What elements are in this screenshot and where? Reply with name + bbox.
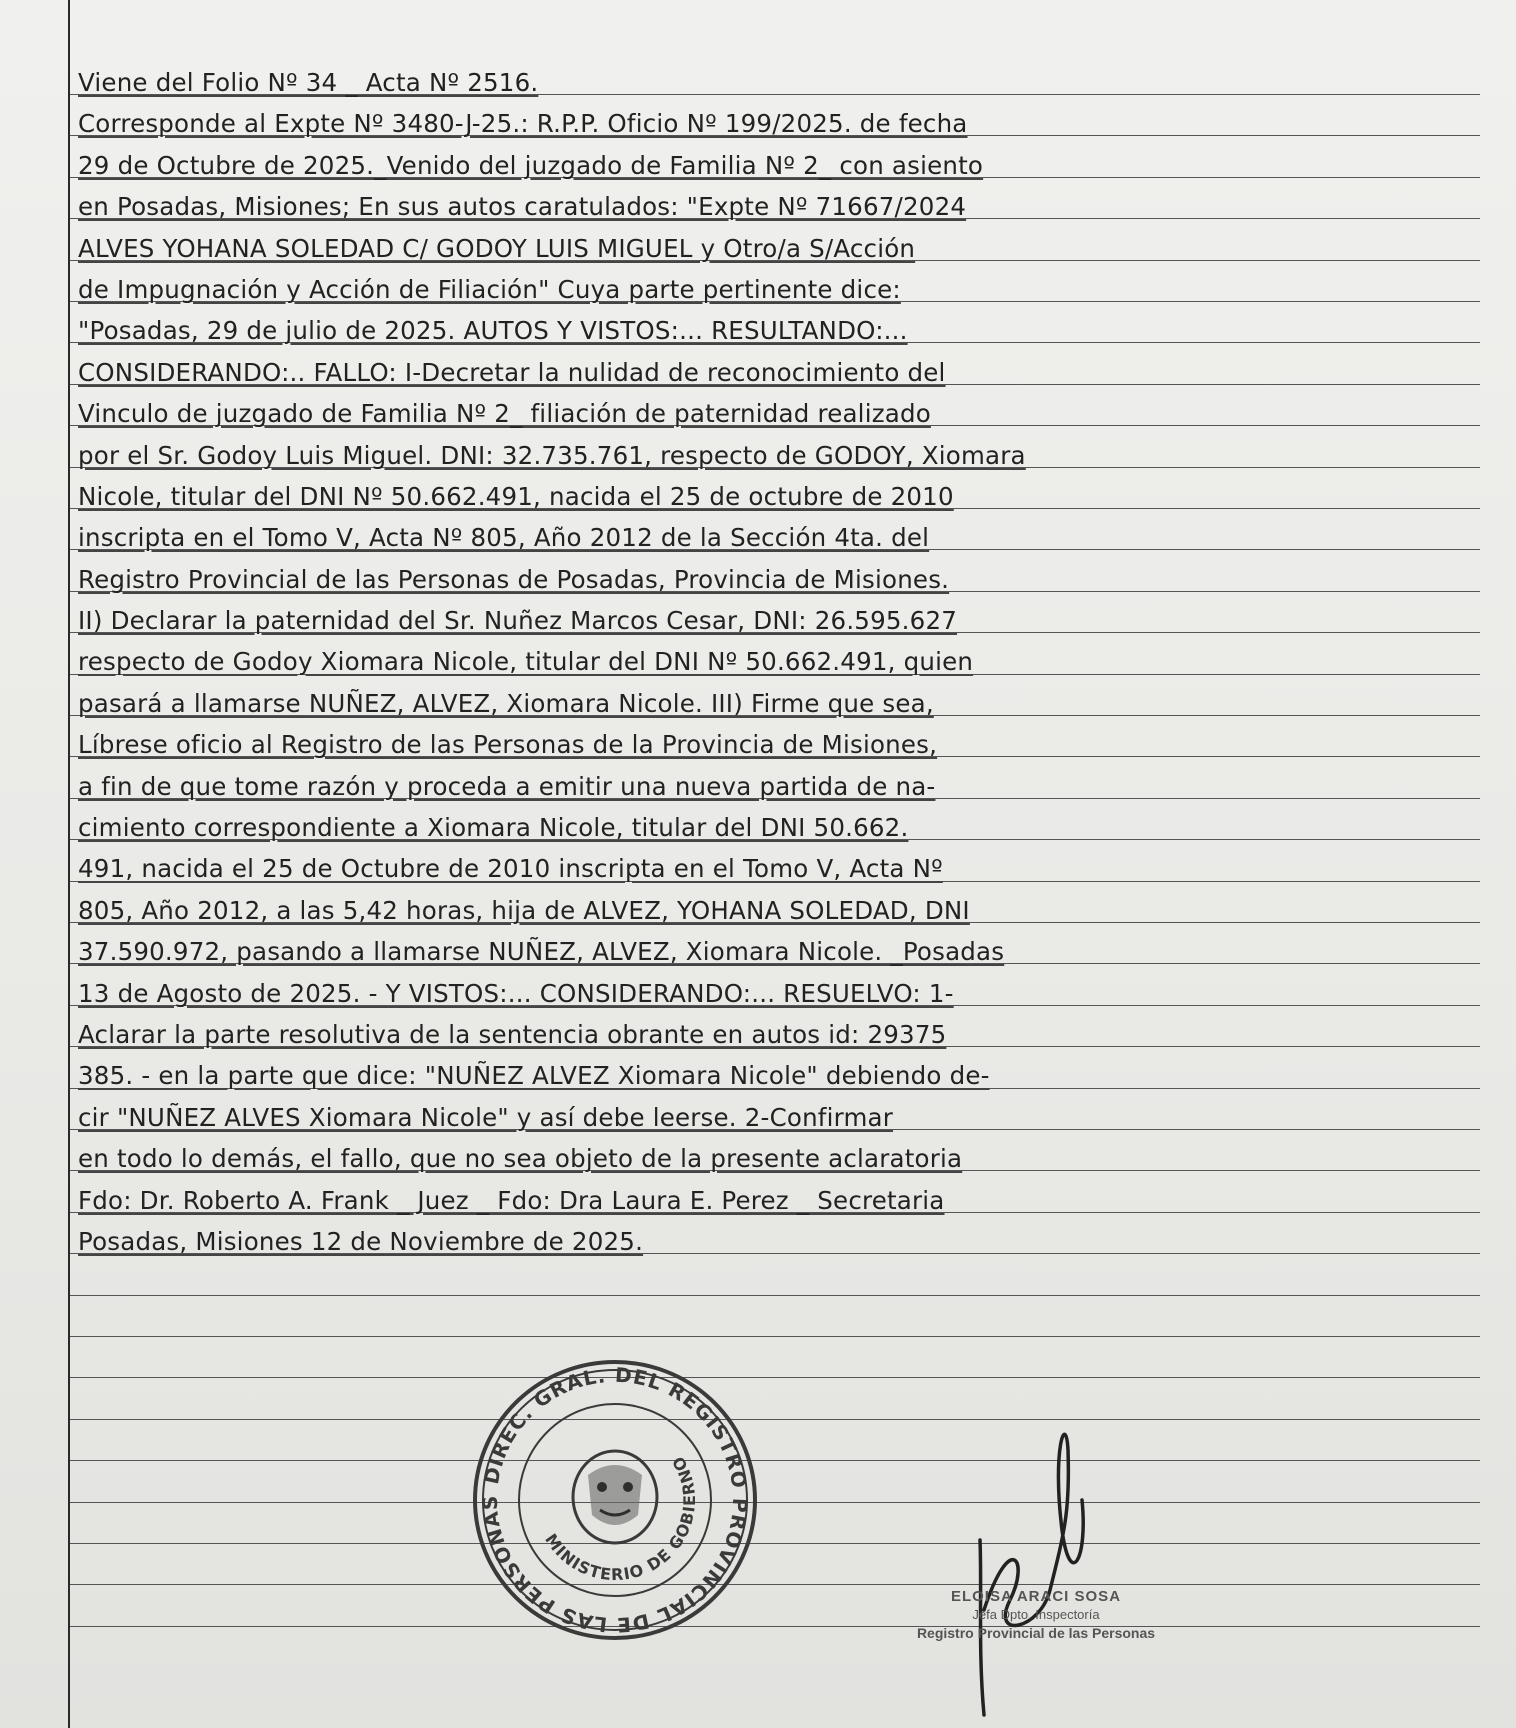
- text-line: cimiento correspondiente a Xiomara Nicole, titular del DNI 50.662.: [78, 813, 909, 843]
- signatory-role: Jefa Dpto. Inspectoría: [972, 1607, 1100, 1622]
- text-line: Nicole, titular del DNI Nº 50.662.491, nacida el 25 de octubre de 2010: [78, 481, 954, 511]
- text-line: pasará a llamarse NUÑEZ, ALVEZ, Xiomara Nicole. III) Firme que sea,: [78, 688, 934, 718]
- signatory-name: ELOISA ARACI SOSA: [950, 1588, 1122, 1605]
- official-seal-stamp: [470, 1355, 760, 1645]
- signature-stamp: [866, 1588, 1206, 1642]
- text-line: 805, Año 2012, a las 5,42 horas, hija de ALVEZ, YOHANA SOLEDAD, DNI: [78, 895, 970, 925]
- text-line: 13 de Agosto de 2025. - Y VISTOS:... CONSIDERANDO:... RESUELVO: 1-: [78, 978, 954, 1008]
- text-line: Posadas, Misiones 12 de Noviembre de 2025.: [78, 1226, 644, 1256]
- text-line: por el Sr. Godoy Luis Miguel. DNI: 32.735.761, respecto de GODOY, Xiomara: [78, 440, 1026, 470]
- text-line: CONSIDERANDO:.. FALLO: I-Decretar la nulidad de reconocimiento del: [78, 357, 946, 387]
- text-line: Fdo: Dr. Roberto A. Frank _ Juez _ Fdo: Dra Laura E. Perez _ Secretaria: [78, 1185, 945, 1215]
- svg-text:MINISTERIO DE GOBIERNO: MINISTERIO DE GOBIERNO: [541, 1452, 700, 1585]
- text-line: de Impugnación y Acción de Filiación" Cuya parte pertinente dice:: [78, 274, 901, 304]
- text-line: "Posadas, 29 de julio de 2025. AUTOS Y VISTOS:... RESULTANDO:...: [78, 316, 908, 346]
- ruled-line: [70, 1626, 1480, 1627]
- text-line: ALVES YOHANA SOLEDAD C/ GODOY LUIS MIGUEL y Otro/a S/Acción: [78, 233, 916, 263]
- ruled-line: [70, 1502, 1480, 1503]
- emblem-icon: [573, 1451, 657, 1543]
- text-line: Registro Provincial de las Personas de Posadas, Provincia de Misiones.: [78, 564, 950, 594]
- text-line: en todo lo demás, el fallo, que no sea objeto de la presente aclaratoria: [78, 1144, 963, 1174]
- ruled-line: [70, 1460, 1480, 1461]
- signatory-organization: Registro Provincial de las Personas: [916, 1625, 1156, 1641]
- ruled-line: [70, 1419, 1480, 1420]
- text-line: cir "NUÑEZ ALVES Xiomara Nicole" y así debe leerse. 2-Confirmar: [78, 1102, 894, 1132]
- text-line: 29 de Octubre de 2025._Venido del juzgado de Familia Nº 2_ con asiento: [78, 150, 984, 180]
- handwritten-signature: [970, 1390, 1100, 1720]
- text-line: 491, nacida el 25 de Octubre de 2010 inscripta en el Tomo V, Acta Nº: [78, 854, 943, 884]
- ruled-line: [70, 1377, 1480, 1378]
- ruled-line: [70, 1584, 1480, 1585]
- handwritten-text: [78, 62, 1488, 1262]
- ruled-line: [70, 1543, 1480, 1544]
- text-line: a fin de que tome razón y proceda a emitir una nueva partida de na-: [78, 771, 936, 801]
- text-line: Líbrese oficio al Registro de las Personas de la Provincia de Misiones,: [78, 730, 938, 760]
- svg-text:DIREC. GRAL. DEL REGISTRO PROV: DIREC. GRAL. DEL REGISTRO PROVINCIAL DE LAS PERSONAS: [477, 1362, 753, 1638]
- text-line: 385. - en la parte que dice: "NUÑEZ ALVEZ Xiomara Nicole" debiendo de-: [78, 1061, 990, 1091]
- text-line: 37.590.972, pasando a llamarse NUÑEZ, ALVEZ, Xiomara Nicole. _Posadas: [78, 937, 1005, 967]
- text-line: Aclarar la parte resolutiva de la sentencia obrante en autos id: 29375: [78, 1019, 947, 1049]
- ruled-line: [70, 1295, 1480, 1296]
- text-line: II) Declarar la paternidad del Sr. Nuñez Marcos Cesar, DNI: 26.595.627: [78, 606, 958, 636]
- text-line: Viene del Folio Nº 34 _ Acta Nº 2516.: [78, 68, 539, 97]
- text-line: inscripta en el Tomo V, Acta Nº 805, Año 2012 de la Sección 4ta. del: [78, 523, 930, 553]
- text-line: Corresponde al Expte Nº 3480-J-25.: R.P.P. Oficio Nº 199/2025. de fecha: [78, 109, 968, 139]
- text-line: Vinculo de juzgado de Familia Nº 2_ filiación de paternidad realizado: [78, 399, 931, 429]
- text-line: respecto de Godoy Xiomara Nicole, titular del DNI Nº 50.662.491, quien: [78, 647, 974, 677]
- text-line: en Posadas, Misiones; En sus autos caratulados: "Expte Nº 71667/2024: [78, 192, 967, 222]
- ruled-line: [70, 1336, 1480, 1337]
